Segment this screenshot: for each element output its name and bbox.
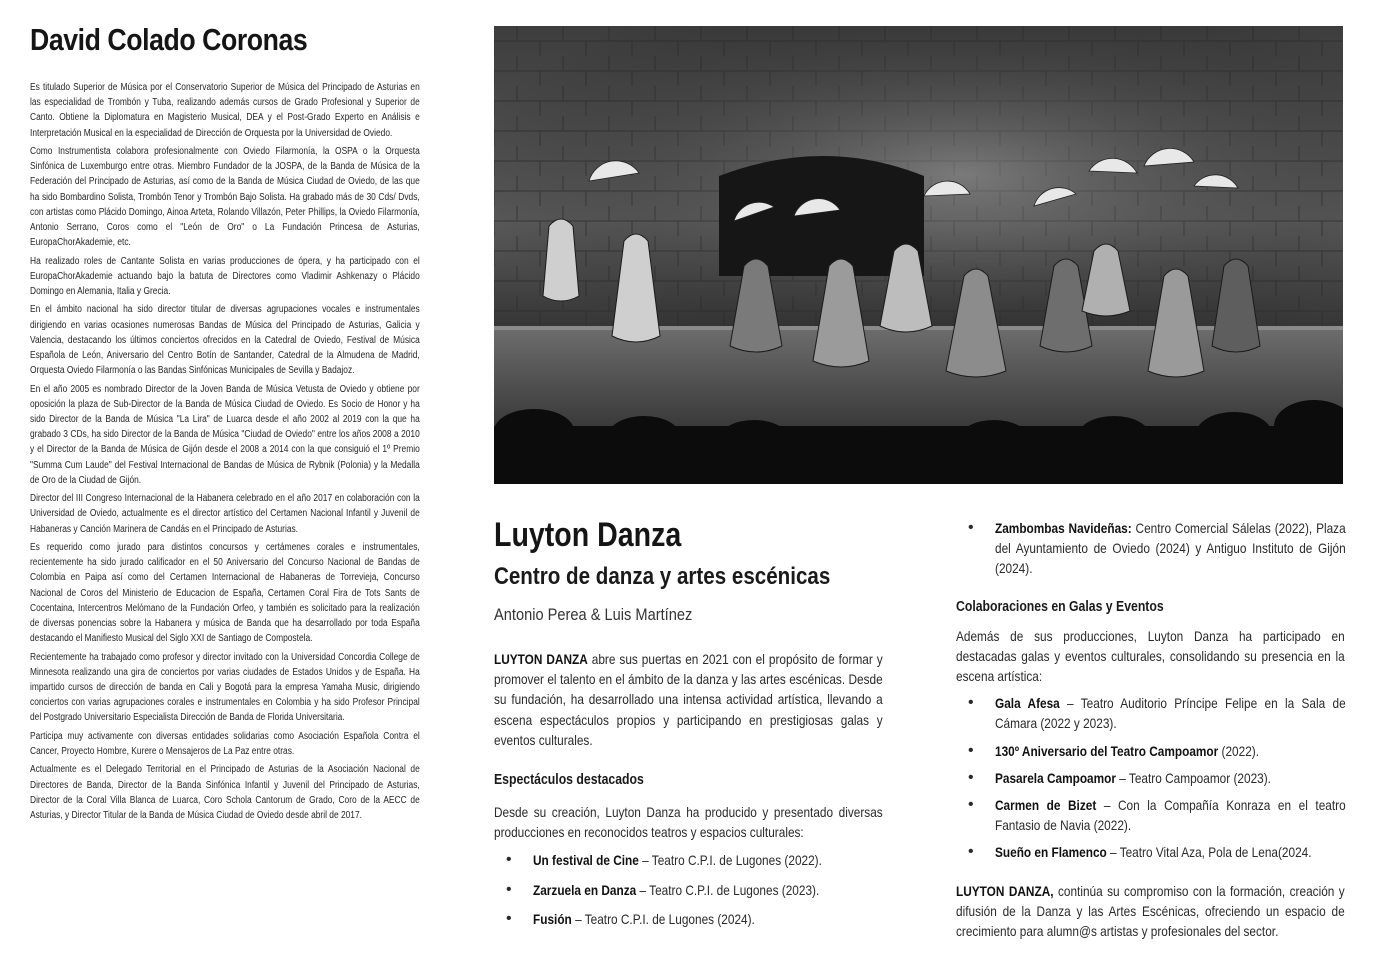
bio-paragraph: Participa muy activamente con diversas entidades solidarias como Asociación Española Contra el Cancer, Proyecto Hombre, Kurere o Mensajeros de La Paz entre otras. (30, 730, 420, 758)
authors-line: Antonio Perea & Luis Martínez (494, 605, 693, 624)
luyton-column-main (494, 516, 884, 929)
shows-list (494, 850, 884, 929)
bio-paragraph: En el año 2005 es nombrado Director de la Joven Banda de Música Vetusta de Oviedo y obtiene por oposición la plaza de Sub-Director de la Banda de Música Ciudad de Oviedo. Es Socio de Honor y ha sido Director de la Banda de Música "La Lira" de Luarca desde el año 2002 al 2019 con la que ha grabado 3 CDs, ha sido Director de la Banda de Música "Ciudad de Oviedo" entre los años 2008 a 2010 y el Director de la Banda de Música de Gijón desde el 2008 a 2014 con la que consiguió el 1º Premio "Summa Cum Laude" del Festival Internacional de Bandas de Música de Rybnik (Polonia) y la Medalla de Oro de la Ciudad de Gijón. (30, 383, 420, 486)
list-item: • Fusión – Teatro C.P.I. de Lugones (2024). (494, 909, 884, 929)
events-list (956, 693, 1346, 862)
list-item: • Pasarela Campoamor – Teatro Campoamor (2023). (956, 768, 1346, 788)
collab-heading: Colaboraciones en Galas y Eventos (956, 598, 1164, 615)
collab-intro: Además de sus producciones, Luyton Danza ha participado en destacadas galas y eventos culturales, consolidando su presencia en la escena artística: (956, 627, 1345, 685)
list-item: • Un festival de Cine – Teatro C.P.I. de Lugones (2022). (494, 850, 884, 870)
bio-title: David Colado Coronas (30, 22, 308, 57)
luyton-subtitle: Centro de danza y artes escénicas (494, 563, 831, 590)
closing-text: continúa su compromiso con la formación, creación y difusión de la Danza y las Artes Escénicas, ofreciendo un espacio de crecimiento para alumn@s artistas y profesionales del sector. (956, 882, 1345, 940)
bio-paragraph: Es requerido como jurado para distintos concursos y certámenes corales e instrumentales, recientemente ha sido jurado calificador en el 50 Aniversario del Concurso Nacional de Bandas de Colombia en Paipa así como del Certamen Internacional de Habaneras de Torrevieja, Concurso Nacional de Coros del Ministerio de Educacion de España, Certamen Coral Fira de Tots Sants de Cocentaina, Intercentros Melómano de la Fundación Orfeo, y también es solicitado para la realización de diversas ponencias sobre la Habanera y música de Banda que ha desarrollado por toda España destacando el Manifiesto Musical del Siglo XXI de Santiago de Compostela. (30, 542, 420, 645)
list-item: • Gala Afesa – Teatro Auditorio Príncipe Felipe en la Sala de Cámara (2022 y 2023). (956, 693, 1346, 733)
bio-paragraph: Es titulado Superior de Música por el Conservatorio Superior de Música del Principado de Asturias en las especialidad de Trombón y Tuba, realizando además cursos de Grado Profesional y Superior de Canto. Obtiene la Diplomatura en Magisterio Musical, DEA y el Post-Grado Experto en Análisis e Interpretación Musical en la especialidad de Dirección de Orquesta por la Universidad de Oviedo. (30, 82, 420, 139)
bio-paragraph: Actualmente es el Delegado Territorial en el Principado de Asturias de la Asociación Nacional de Directores de Banda, Director de la Banda Sinfónica Infantil y Juvenil del Principado de Asturias, Director de la Coral Villa Blanca de Luarca, Coro Schola Cantorum de Grado, Coro de la AECC de Asturias, y Director Titular de la Banda de Música Ciudad de Oviedo desde abril de 2017. (30, 764, 420, 822)
luyton-column-secondary (956, 516, 1346, 941)
list-item: • Zarzuela en Danza – Teatro C.P.I. de Lugones (2023). (494, 880, 884, 900)
bio-paragraph: Director del III Congreso Internacional de la Habanera celebrado en el año 2017 en colaboración con la Universidad de Oviedo, actualmente es el director artístico del Certamen Nacional Infantil y Juvenil de Habaneras y Canción Marinera de Candás en el Principado de Asturias. (30, 493, 420, 535)
bio-column (30, 22, 420, 826)
bio-paragraph: Ha realizado roles de Cantante Solista en varias producciones de ópera, y ha participado con el EuropaChorAkademie actuando bajo la batuta de Directores como Vladimir Ashkenazy o Plácido Domingo en Alemania, Italia y Grecia. (30, 255, 420, 298)
list-item: • Sueño en Flamenco – Teatro Vital Aza, Pola de Lena(2024. (956, 842, 1346, 862)
closing-brand: LUYTON DANZA, (956, 882, 1054, 899)
stage-photo (494, 26, 1343, 484)
bio-paragraph: Como Instrumentista colabora profesionalmente con Oviedo Filarmonía, la OSPA o la Orquesta Sinfónica de Luxemburgo entre otras. Miembro Fundador de la JOSPA, de la Banda de Música de la Federación del Principado de Asturias, así como de la Banda de Música Ciudad de Oviedo, de las que ha sido Bombardino Solista, Trombón Tenor y Trombón Bajo Solista. Ha grabado más de 30 Cds/ Dvds, con artistas como Plácido Domingo, Ainoa Arteta, Rolando Villazón, Peter Phillips, la Oviedo Filarmonía, Antonio Serrano, Coros como el "León de Oro" o La Fundación Princesa de Asturias, EuropaChorAkademie, etc. (30, 146, 420, 249)
shows-intro: Desde su creación, Luyton Danza ha producido y presentado diversas producciones en reconocidos teatros y espacios culturales: (494, 804, 883, 841)
intro-paragraph (494, 649, 884, 750)
shows-heading: Espectáculos destacados (494, 772, 644, 789)
intro-text: abre sus puertas en 2021 con el propósito de formar y promover el talento en el ámbito de la danza y las artes escénicas. Desde su fundación, ha desarrollado una intensa actividad artística, llevando a escena espectáculos propios y participando en prestigiosas galas y eventos culturales. (494, 651, 883, 748)
zambombas-list (956, 518, 1346, 579)
list-item: • Zambombas Navideñas: Centro Comercial Sálelas (2022), Plaza del Ayuntamiento de Oviedo (2024) y Antiguo Instituto de Gijón (2024). (956, 518, 1346, 579)
bio-text (30, 80, 420, 823)
closing-paragraph (956, 881, 1346, 942)
list-item: • 130º Aniversario del Teatro Campoamor (2022). (956, 741, 1346, 761)
list-item: • Carmen de Bizet – Con la Compañía Konraza en el teatro Fantasio de Navia (2022). (956, 795, 1346, 835)
intro-brand: LUYTON DANZA (494, 651, 588, 667)
bio-paragraph: En el ámbito nacional ha sido director titular de diversas agrupaciones vocales e instrumentales dirigiendo en varias ocasiones numerosas Bandas de Música del Principado de Asturias, Galicia y Valencia, destacando los últimos conciertos ofrecidos en la Catedral de Oviedo, Festival de Música Española de León, Aniversario del Centro Botín de Santander, Catedral de la Almudena de Madrid, Orquesta Oviedo Filarmonía o las Bandas Sinfónicas Municipales de Sevilla y Badajoz. (30, 304, 420, 377)
stage-photo-illustration (494, 26, 1343, 484)
luyton-title: Luyton Danza (494, 516, 682, 554)
bio-paragraph: Recientemente ha trabajado como profesor y director invitado con la Universidad Concordia College de Minnesota realizando una gira de conciertos por varias ciudades de Estados Unidos y de España. Ha impartido cursos de dirección de banda en Cali y Bogotá para la empresa Yamaha Music, dirigiendo conciertos con varias agrupaciones corales e instrumentales en Colombia y ha sido Profesor Principal del Postgrado Universitario Especialista Dirección de Banda de Florida Universitaria. (30, 651, 420, 724)
